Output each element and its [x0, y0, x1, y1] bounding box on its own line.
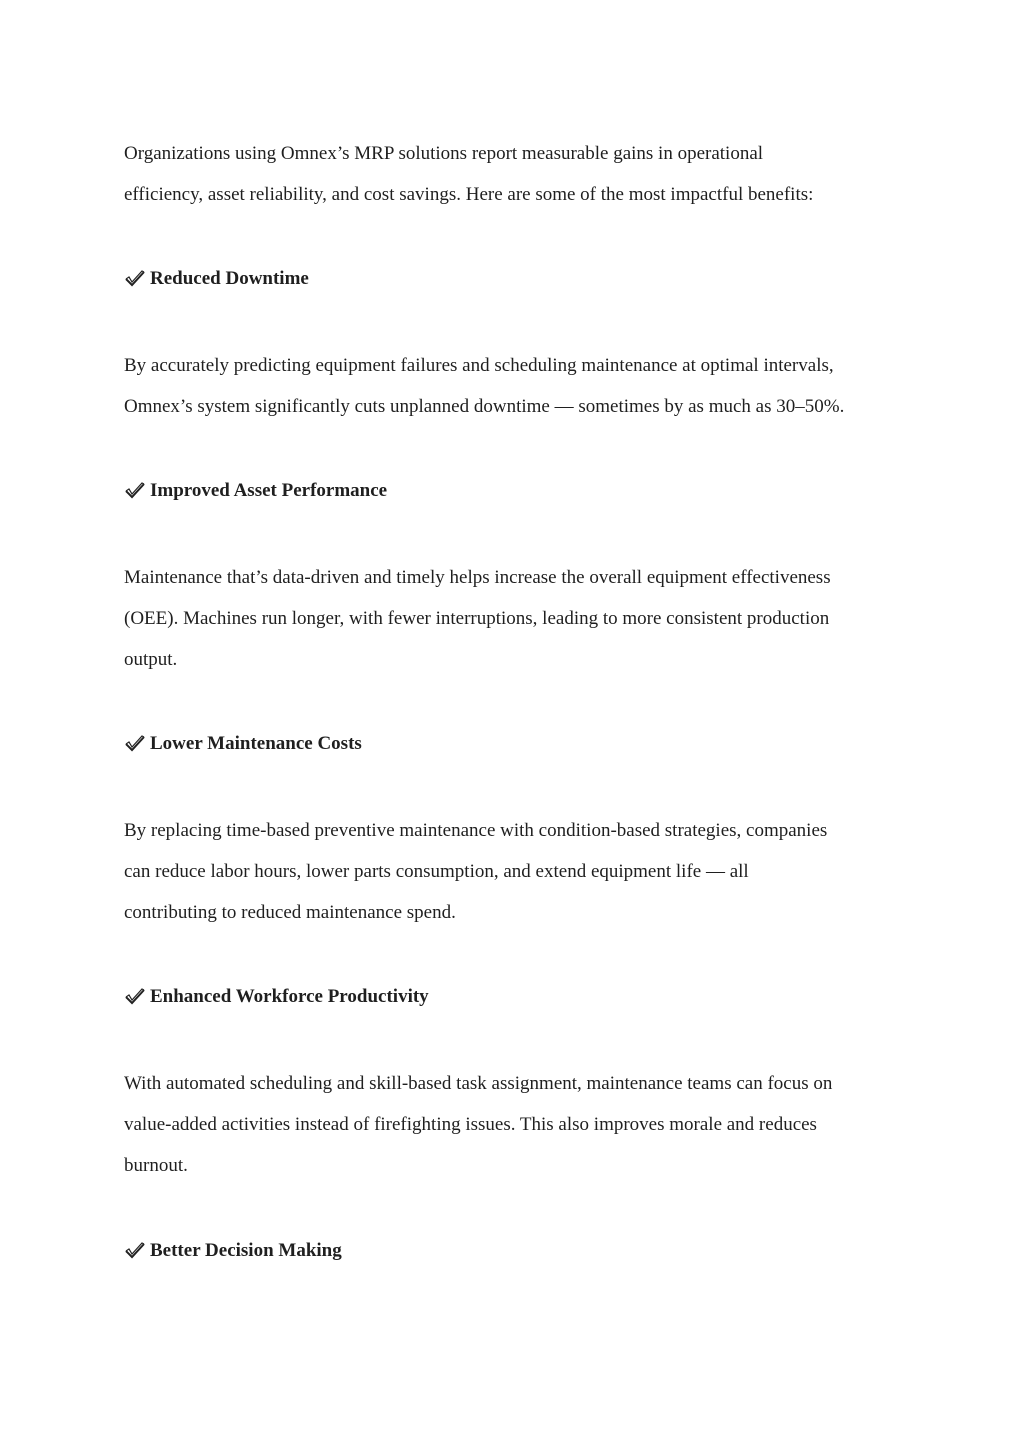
check-mark-icon — [124, 987, 146, 1007]
section-heading-text: Lower Maintenance Costs — [150, 733, 362, 754]
section-body-enhanced-workforce-productivity — [124, 1063, 914, 1186]
body-line: With automated scheduling and skill-based task assignment, maintenance teams can focus on — [124, 1073, 833, 1094]
body-line: Maintenance that’s data-driven and timely helps increase the overall equipment effectiveness — [124, 567, 831, 588]
intro-line: efficiency, asset reliability, and cost savings. Here are some of the most impactful benefits: — [124, 184, 814, 205]
section-heading — [124, 479, 914, 503]
section-heading-text: Better Decision Making — [150, 1240, 342, 1261]
section-heading-better-decision-making — [124, 1239, 914, 1263]
section-heading — [124, 1239, 914, 1263]
section-heading-text: Enhanced Workforce Productivity — [150, 986, 429, 1007]
body-line: output. — [124, 649, 178, 670]
body-line: Omnex’s system significantly cuts unplanned downtime — sometimes by as much as 30–50%. — [124, 396, 845, 417]
section-body — [124, 810, 914, 933]
section-body-improved-asset-performance — [124, 557, 914, 680]
section-heading-improved-asset-performance — [124, 479, 914, 503]
section-heading — [124, 985, 914, 1009]
check-mark-icon — [124, 269, 146, 289]
check-mark-icon — [124, 481, 146, 501]
body-line: burnout. — [124, 1155, 188, 1176]
intro-text — [124, 133, 914, 215]
section-heading-enhanced-workforce-productivity — [124, 985, 914, 1009]
section-heading-reduced-downtime — [124, 267, 914, 291]
body-line: value-added activities instead of firefighting issues. This also improves morale and reduces — [124, 1114, 817, 1135]
check-mark-icon — [124, 734, 146, 754]
section-body-lower-maintenance-costs — [124, 810, 914, 933]
section-heading-text: Improved Asset Performance — [150, 480, 388, 501]
intro-line: Organizations using Omnex’s MRP solutions report measurable gains in operational — [124, 143, 764, 164]
intro-paragraph — [124, 133, 914, 215]
body-line: contributing to reduced maintenance spend. — [124, 902, 456, 923]
section-body — [124, 345, 914, 427]
section-heading-text: Reduced Downtime — [150, 268, 309, 289]
section-heading-lower-maintenance-costs — [124, 732, 914, 756]
body-line: can reduce labor hours, lower parts consumption, and extend equipment life — all — [124, 861, 749, 882]
body-line: By accurately predicting equipment failures and scheduling maintenance at optimal intervals, — [124, 355, 834, 376]
body-line: (OEE). Machines run longer, with fewer interruptions, leading to more consistent production — [124, 608, 830, 629]
check-mark-icon — [124, 1241, 146, 1261]
section-body — [124, 557, 914, 680]
section-heading — [124, 732, 914, 756]
body-line: By replacing time-based preventive maintenance with condition-based strategies, companies — [124, 820, 828, 841]
section-body-reduced-downtime — [124, 345, 914, 427]
section-body — [124, 1063, 914, 1186]
section-heading — [124, 267, 914, 291]
